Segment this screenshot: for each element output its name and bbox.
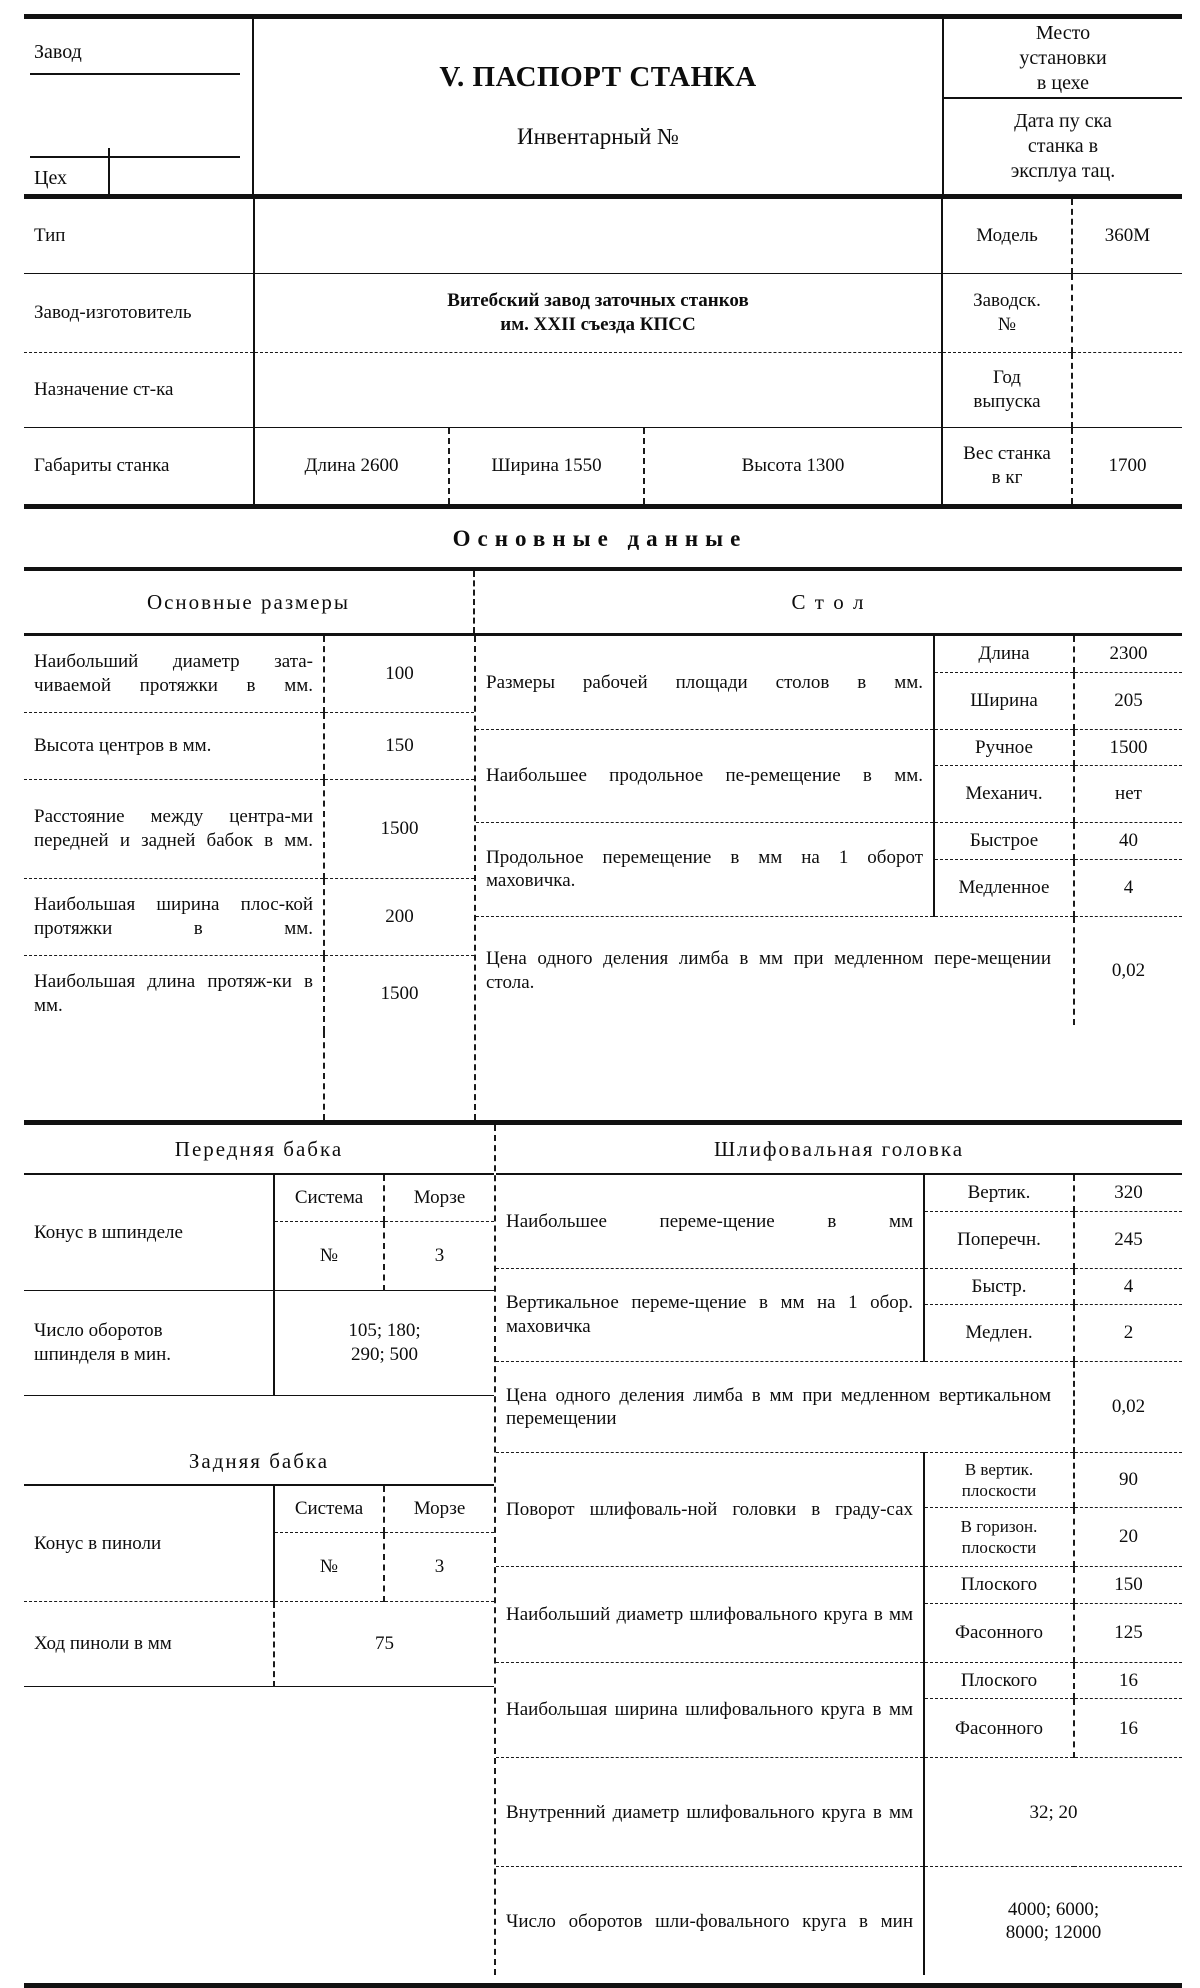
gh-wheel-speed-label: Число оборотов шли-фовального круга в мин [506,1910,913,1932]
table-col-title: С т о л [474,571,1182,633]
table-spec-label: Продольное перемещение в мм на 1 оборот маховичка. [476,823,934,917]
table-spec-sub: Медленное [934,859,1074,916]
weight-value: 1700 [1072,428,1182,504]
bottom-block [24,1125,1182,1975]
tailstock-cone-label: Конус в пиноли [24,1486,274,1602]
main-sizes-table [24,636,474,1120]
serial-label-line2: № [997,314,1017,335]
table-spec-value: 40 [1074,823,1182,860]
gh-spec-value: 16 [1074,1662,1182,1699]
table-row [496,1662,1182,1699]
table-limb-value: 0,02 [1074,916,1182,1025]
weight-label-line2: в кг [991,467,1023,488]
headstock-cone-label: Конус в шпинделе [24,1175,274,1291]
size-value: 1500 [324,780,474,879]
headstock-gap [24,1396,494,1438]
passport-title-block [254,19,942,194]
quill-stroke-label: Ход пиноли в мм [24,1602,274,1687]
table-spec-label: Наибольшее продольное пе-ремещение в мм. [476,729,934,823]
install-place-line3: в цехе [1036,71,1090,94]
table-row [496,1362,1182,1453]
table-row [496,1175,1182,1211]
serial-value[interactable] [1072,274,1182,353]
plant-shop-block [24,19,254,194]
manufacturer-line2: им. XXII съезда КПСС [500,314,696,335]
table-row [476,636,1182,672]
manufacturer-label: Завод-изготовитель [24,274,254,353]
gh-limb-label: Цена одного деления лимба в мм при медленном вертикальном перемещении [496,1362,1074,1453]
page-title: V. ПАСПОРТ СТАНКА [439,61,757,93]
table-row [24,713,474,780]
row-purpose [24,353,1182,428]
headstock-system-header: Система [274,1175,384,1222]
row-dimensions [24,428,1182,504]
headstock-system-value: № [274,1222,384,1291]
gh-inner-diameter-value: 32; 20 [924,1758,1182,1867]
gh-wheel-speed-line1: 4000; 6000; [1007,1898,1100,1920]
type-value[interactable] [254,199,942,274]
year-label-line2: выпуска [973,391,1041,412]
gh-spec-value: 320 [1074,1175,1182,1211]
spindle-speed-label-line1: Число оборотов [34,1320,163,1342]
table-spec-sub: Ручное [934,729,1074,766]
table-spec-value: 205 [1074,672,1182,729]
gh-spec-value: 4 [1074,1268,1182,1305]
headstock-tailstock-column [24,1125,494,1975]
tailstock-system-value: № [274,1533,384,1602]
table-spec-sub: Механич. [934,766,1074,823]
shop-divider [108,148,110,194]
year-label-line1: Год [993,367,1021,389]
serial-label-line1: Заводск. [973,290,1041,312]
tailstock-table [24,1486,494,1687]
weight-label [942,428,1072,504]
gh-spec-label: Наибольший диаметр шлифовального круга в мм [496,1567,924,1663]
install-place-line2: установки [1019,46,1107,69]
table-row [24,879,474,956]
quill-stroke-value: 75 [274,1602,494,1687]
start-date-line2: станка в [1027,135,1099,157]
gh-spec-label: Наибольшая ширина шлифовального круга в мм [496,1662,924,1758]
table-row [24,1291,494,1396]
weight-label-line1: Вес станка [963,443,1051,465]
main-data-block [24,571,1182,1120]
install-info-block [942,19,1182,194]
size-label: Высота центров в мм. [24,713,324,780]
passport-header [24,19,1182,194]
table-spec-value: 2300 [1074,636,1182,672]
gh-spec-value: 150 [1074,1567,1182,1604]
spacer-cell [24,1032,324,1120]
tailstock-morse-header: Морзе [384,1486,494,1533]
year-value[interactable] [1072,353,1182,428]
gh-spec-value: 125 [1074,1603,1182,1662]
size-value: 1500 [324,956,474,1033]
row-manufacturer [24,274,1182,353]
shop-writeline[interactable] [30,156,240,158]
gh-spec-sub: Быстр. [924,1268,1074,1305]
identification-bottom-rule [24,504,1182,509]
gh-spec-sub: В горизон. плоскости [924,1508,1074,1567]
dimensions-table [24,428,1182,504]
dimension-height: Высота 1300 [644,428,942,504]
model-label: Модель [942,199,1072,274]
gh-wheel-speed-line2: 8000; 12000 [1005,1922,1102,1944]
size-label: Расстояние между центра-ми передней и задней бабок в мм. [24,780,324,879]
dimension-length: Длина 2600 [254,428,449,504]
table-row [496,1268,1182,1305]
grinding-head-title: Шлифовальная головка [713,1137,965,1161]
gh-spec-label: Вертикальное переме-щение в мм на 1 обор. маховичка [496,1268,924,1362]
headstock-table [24,1175,494,1396]
model-value[interactable]: 360М [1072,199,1182,274]
spindle-speed-value [274,1291,494,1396]
table-specs-table [476,636,1182,1025]
table-column [474,636,1182,1120]
spindle-speed-label [24,1291,274,1396]
gh-limb-value: 0,02 [1074,1362,1182,1453]
identification-table [24,199,1182,504]
table-row [496,1453,1182,1508]
row-type-model [24,199,1182,274]
gh-spec-sub: Поперечн. [924,1211,1074,1268]
type-label: Тип [24,199,254,274]
serial-label [942,274,1072,353]
table-spec-label: Размеры рабочей площади столов в мм. [476,636,934,729]
year-label [942,353,1072,428]
main-data-columns [24,636,1182,1120]
start-date-cell[interactable] [944,99,1182,194]
tailstock-title: Задняя бабка [188,1449,330,1473]
table-row [476,823,1182,860]
row-main-col-titles [24,571,1182,633]
table-spec-value: нет [1074,766,1182,823]
manufacturer-line1: Витебский завод заточных станков [447,290,749,312]
table-row [24,956,474,1033]
gh-spec-sub: Вертик. [924,1175,1074,1211]
table-row [24,1175,494,1222]
table-row [476,729,1182,766]
gh-wheel-speed-value [924,1867,1182,1976]
shop-label: Цех [34,167,68,189]
table-row [496,1567,1182,1604]
spindle-speed-value-line2: 290; 500 [350,1344,419,1365]
main-data-column-headers [24,571,1182,633]
tailstock-morse-value: 3 [384,1533,494,1602]
purpose-value[interactable] [254,353,942,428]
gh-spec-label: Наибольшее переме-щение в мм [496,1175,924,1268]
gh-spec-value: 2 [1074,1305,1182,1362]
headstock-morse-header: Морзе [384,1175,494,1222]
size-label: Наибольший диаметр зата-чиваемой протяжки в мм. [24,636,324,713]
headstock-morse-value: 3 [384,1222,494,1291]
gh-spec-label: Поворот шлифоваль-ной головки в граду-сах [496,1453,924,1567]
spacer-cell [324,1032,474,1120]
table-spec-sub: Быстрое [934,823,1074,860]
gh-spec-sub: Плоского [924,1662,1074,1699]
manufacturer-value [254,274,942,353]
table-spec-value: 4 [1074,859,1182,916]
plant-label: Завод [34,41,82,63]
inventory-number-label[interactable]: Инвентарный № [517,124,679,149]
dimension-width: Ширина 1550 [449,428,644,504]
table-row [24,636,474,713]
plant-writeline[interactable] [30,73,240,75]
gh-spec-value: 245 [1074,1211,1182,1268]
size-label: Наибольшая ширина плос-кой протяжки в мм. [24,879,324,956]
gh-spec-value: 20 [1074,1508,1182,1567]
gh-spec-value: 90 [1074,1453,1182,1508]
table-row [476,916,1182,1025]
gh-spec-sub: Фасонного [924,1699,1074,1758]
table-spec-value: 1500 [1074,729,1182,766]
table-spec-sub: Длина [934,636,1074,672]
table-row [24,1602,494,1687]
purpose-label: Назначение ст-ка [24,353,254,428]
size-value: 200 [324,879,474,956]
table-row-spacer [24,1032,474,1120]
size-label: Наибольшая длина протяж-ки в мм. [34,971,313,1016]
gh-spec-sub: Фасонного [924,1603,1074,1662]
spindle-speed-value-line1: 105; 180; [348,1320,421,1342]
grinding-head-table [496,1175,1182,1975]
install-place-cell[interactable] [944,19,1182,99]
start-date-line3: эксплуа тац. [1010,160,1116,182]
tailstock-system-header: Система [274,1486,384,1533]
main-sizes-col-title: Основные размеры [146,589,351,614]
table-row [24,1486,494,1533]
grinding-head-column [494,1125,1182,1975]
gh-spec-sub: Плоского [924,1567,1074,1604]
main-data-section-title: Основные данные [452,526,748,551]
install-place-line1: Место [1035,21,1091,44]
table-row [496,1758,1182,1867]
page-bottom-rule [24,1983,1182,1988]
size-value: 150 [324,713,474,780]
table-row [496,1867,1182,1976]
gh-spec-sub: В вертик. плоскости [924,1453,1074,1508]
spindle-speed-label-line2: шпинделя в мин. [34,1344,172,1365]
table-limb-label: Цена одного деления лимба в мм при медленном пере-мещении стола. [486,948,1051,993]
gh-inner-diameter-label: Внутренний диаметр шлифовального круга в мм [496,1758,924,1867]
gh-spec-sub: Медлен. [924,1305,1074,1362]
size-value: 100 [324,636,474,713]
dimensions-label: Габариты станка [34,455,170,477]
table-row [24,780,474,879]
gh-spec-value: 16 [1074,1699,1182,1758]
start-date-line1: Дата пу ска [1014,110,1112,132]
table-spec-sub: Ширина [934,672,1074,729]
headstock-title: Передняя бабка [174,1137,344,1161]
main-sizes-column [24,636,474,1120]
